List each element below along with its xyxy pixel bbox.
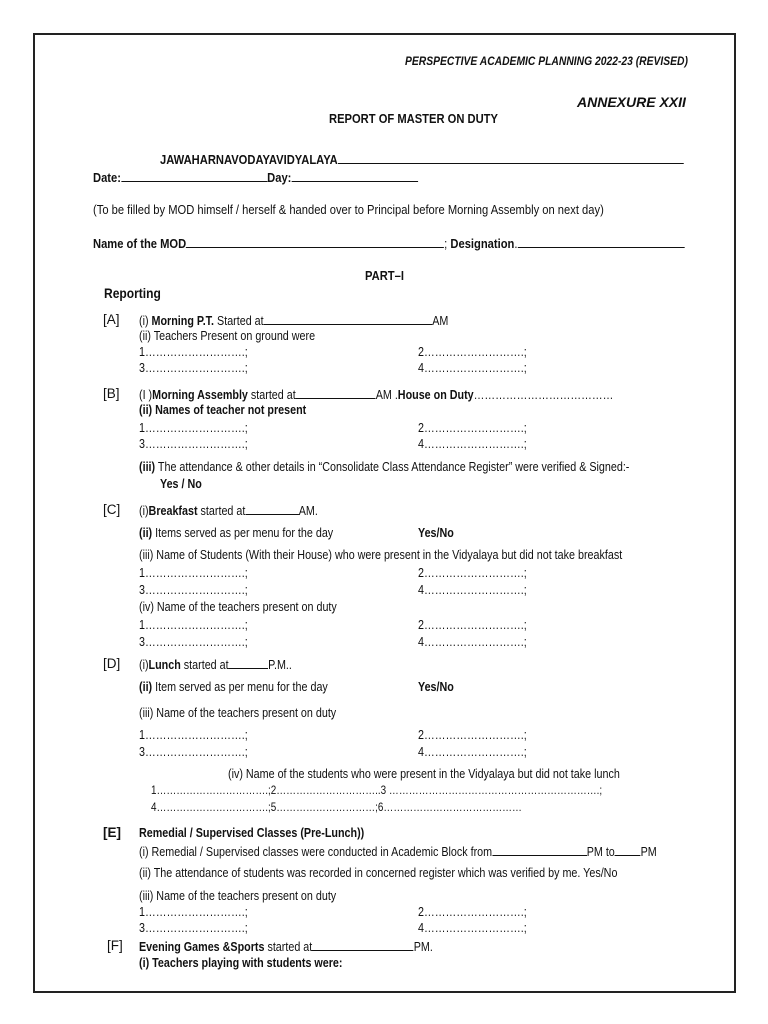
planning-header: PERSPECTIVE ACADEMIC PLANNING 2022-23 (REVISED) xyxy=(405,54,688,68)
list-entry-2[interactable]: 2……………………….; xyxy=(418,421,527,435)
mod-name-label: Name of the MOD xyxy=(93,236,187,251)
item-prefix: (ii) xyxy=(139,526,153,540)
started-at-text: Started at xyxy=(214,314,264,328)
item-prefix: (i) xyxy=(139,314,152,328)
list-entry-1[interactable]: 1……………………….; xyxy=(139,905,248,919)
list-entry-3[interactable]: 3……………………….; xyxy=(139,635,248,649)
lunch-yes-no[interactable]: Yes/No xyxy=(418,680,454,694)
mod-name-line xyxy=(93,236,684,251)
section-label-c: [C] xyxy=(103,502,121,517)
list-entry-1[interactable]: 1……………………….; xyxy=(139,566,248,580)
remedial-text: (i) Remedial / Supervised classes were conducted in Academic Block from xyxy=(139,845,493,859)
breakfast-teachers-label: (iv) Name of the teachers present on duty xyxy=(139,600,337,614)
morning-assembly-line xyxy=(139,387,613,402)
remedial-classes-title: Remedial / Supervised Classes (Pre-Lunch)) xyxy=(139,826,365,840)
item-prefix: (ii) xyxy=(139,680,153,694)
date-label: Date: xyxy=(93,170,121,185)
menu-text: Item served as per menu for the day xyxy=(152,680,328,694)
item-prefix: (i) xyxy=(139,658,149,672)
list-entry-4[interactable]: 4……………………….; xyxy=(418,583,527,597)
item-prefix: (I ) xyxy=(139,388,153,402)
day-label: Day: xyxy=(267,170,292,185)
list-entry-2[interactable]: 2……………………….; xyxy=(418,566,527,580)
lunch-time-blank[interactable] xyxy=(229,657,269,669)
breakfast-line xyxy=(139,503,318,518)
morning-pt-line xyxy=(139,313,448,328)
started-at-text: started at xyxy=(180,658,229,672)
list-entry-3[interactable]: 3……………………….; xyxy=(139,361,248,375)
section-label-e: [E] xyxy=(103,825,121,840)
list-entry-3[interactable]: 3……………………….; xyxy=(139,437,248,451)
remedial-to-blank[interactable] xyxy=(615,844,641,856)
designation-label: Designation xyxy=(450,236,515,251)
evening-games-time-blank[interactable] xyxy=(312,939,413,951)
yes-no-option[interactable]: Yes / No xyxy=(160,477,202,491)
am-suffix: AM xyxy=(432,314,449,328)
part-subtitle: Reporting xyxy=(104,285,161,301)
assembly-time-blank[interactable] xyxy=(296,387,376,399)
pm-to-text: PM to xyxy=(586,845,615,859)
list-entry-1[interactable]: 1……………………….; xyxy=(139,345,248,359)
lunch-line xyxy=(139,657,292,672)
day-blank[interactable] xyxy=(291,170,417,182)
am-suffix: AM . xyxy=(375,388,398,402)
morning-pt-label: Morning P.T. xyxy=(151,314,215,328)
breakfast-time-blank[interactable] xyxy=(245,503,298,515)
am-suffix: AM. xyxy=(298,504,318,518)
house-on-duty-dots[interactable]: ………………………………… xyxy=(473,388,614,402)
date-blank[interactable] xyxy=(121,170,267,182)
list-entry-2[interactable]: 2……………………….; xyxy=(418,728,527,742)
list-entry-2[interactable]: 2……………………….; xyxy=(418,345,527,359)
remedial-teachers-label: (iii) Name of the teachers present on duty xyxy=(139,889,337,903)
breakfast-yes-no[interactable]: Yes/No xyxy=(418,526,454,540)
pm-suffix: PM. xyxy=(413,940,433,954)
attendance-verified-line xyxy=(139,460,629,474)
separator: ; xyxy=(444,236,451,251)
report-title: REPORT OF MASTER ON DUTY xyxy=(329,111,498,126)
instruction-text: (To be filled by MOD himself / herself & handed over to Principal before Morning Assembly on next day) xyxy=(93,202,604,217)
lunch-teachers-label: (iii) Name of the teachers present on duty xyxy=(139,706,337,720)
lunch-menu-line xyxy=(139,680,328,694)
list-entry-1[interactable]: 1……………………….; xyxy=(139,421,248,435)
remedial-classes-line xyxy=(139,844,657,859)
school-blank[interactable] xyxy=(338,152,684,164)
teachers-not-present-label: (ii) Names of teacher not present xyxy=(139,403,307,417)
pm-suffix: P.M.. xyxy=(268,658,292,672)
school-name: JAWAHARNAVODAYAVIDYALAYA xyxy=(160,152,338,167)
students-no-lunch-row-2[interactable]: 4…………………………….;5…………………………;6…………………………………… xyxy=(151,802,522,814)
attendance-verified-text: The attendance & other details in “Consolidate Class Attendance Register” were verified & Signed:- xyxy=(155,460,630,474)
list-entry-4[interactable]: 4……………………….; xyxy=(418,635,527,649)
list-entry-3[interactable]: 3……………………….; xyxy=(139,921,248,935)
school-line xyxy=(160,152,683,167)
breakfast-label: Breakfast xyxy=(148,504,198,518)
section-label-f: [F] xyxy=(107,938,123,953)
list-entry-2[interactable]: 2……………………….; xyxy=(418,618,527,632)
designation-dot: . xyxy=(514,236,518,251)
evening-games-label: Evening Games &Sports xyxy=(139,940,265,954)
teachers-present-label: (ii) Teachers Present on ground were xyxy=(139,329,316,343)
section-label-b: [B] xyxy=(103,386,120,401)
list-entry-3[interactable]: 3……………………….; xyxy=(139,745,248,759)
teachers-playing-label: (i) Teachers playing with students were: xyxy=(139,956,343,970)
list-entry-4[interactable]: 4……………………….; xyxy=(418,361,527,375)
morning-assembly-label: Morning Assembly xyxy=(152,388,248,402)
breakfast-menu-line xyxy=(139,526,333,540)
remedial-from-blank[interactable] xyxy=(492,844,587,856)
mod-name-blank[interactable] xyxy=(186,236,444,248)
house-on-duty-label: House on Duty xyxy=(397,388,474,402)
section-label-a: [A] xyxy=(103,312,120,327)
date-day-line xyxy=(93,170,418,185)
pm-suffix: PM xyxy=(640,845,657,859)
started-at-text: started at xyxy=(264,940,313,954)
remedial-attendance-line: (ii) The attendance of students was recorded in concerned register which was verified by me. Yes/No xyxy=(139,866,618,880)
started-at-text: started at xyxy=(247,388,296,402)
morning-pt-time-blank[interactable] xyxy=(264,313,433,325)
students-no-lunch-row-1[interactable]: 1…………………………….;2…………………………..3 ……………………………………………………….; xyxy=(151,785,603,797)
students-no-breakfast-label: (iii) Name of Students (With their House) who were present in the Vidyalaya but did not take breakfast xyxy=(139,548,623,562)
part-title: PART–I xyxy=(365,268,404,283)
item-prefix: (iii) xyxy=(139,460,156,474)
list-entry-2[interactable]: 2……………………….; xyxy=(418,905,527,919)
item-prefix: (i) xyxy=(139,504,149,518)
lunch-label: Lunch xyxy=(148,658,181,672)
designation-blank[interactable] xyxy=(518,236,685,248)
students-no-lunch-label: (iv) Name of the students who were present in the Vidyalaya but did not take lunch xyxy=(228,767,620,781)
list-entry-3[interactable]: 3……………………….; xyxy=(139,583,248,597)
started-at-text: started at xyxy=(197,504,246,518)
list-entry-4[interactable]: 4……………………….; xyxy=(418,921,527,935)
list-entry-4[interactable]: 4……………………….; xyxy=(418,745,527,759)
section-label-d: [D] xyxy=(103,656,121,671)
list-entry-1[interactable]: 1……………………….; xyxy=(139,618,248,632)
evening-games-line xyxy=(139,939,433,954)
list-entry-1[interactable]: 1……………………….; xyxy=(139,728,248,742)
menu-text: Items served as per menu for the day xyxy=(152,526,334,540)
list-entry-4[interactable]: 4……………………….; xyxy=(418,437,527,451)
annexure-title: ANNEXURE XXII xyxy=(577,94,686,110)
